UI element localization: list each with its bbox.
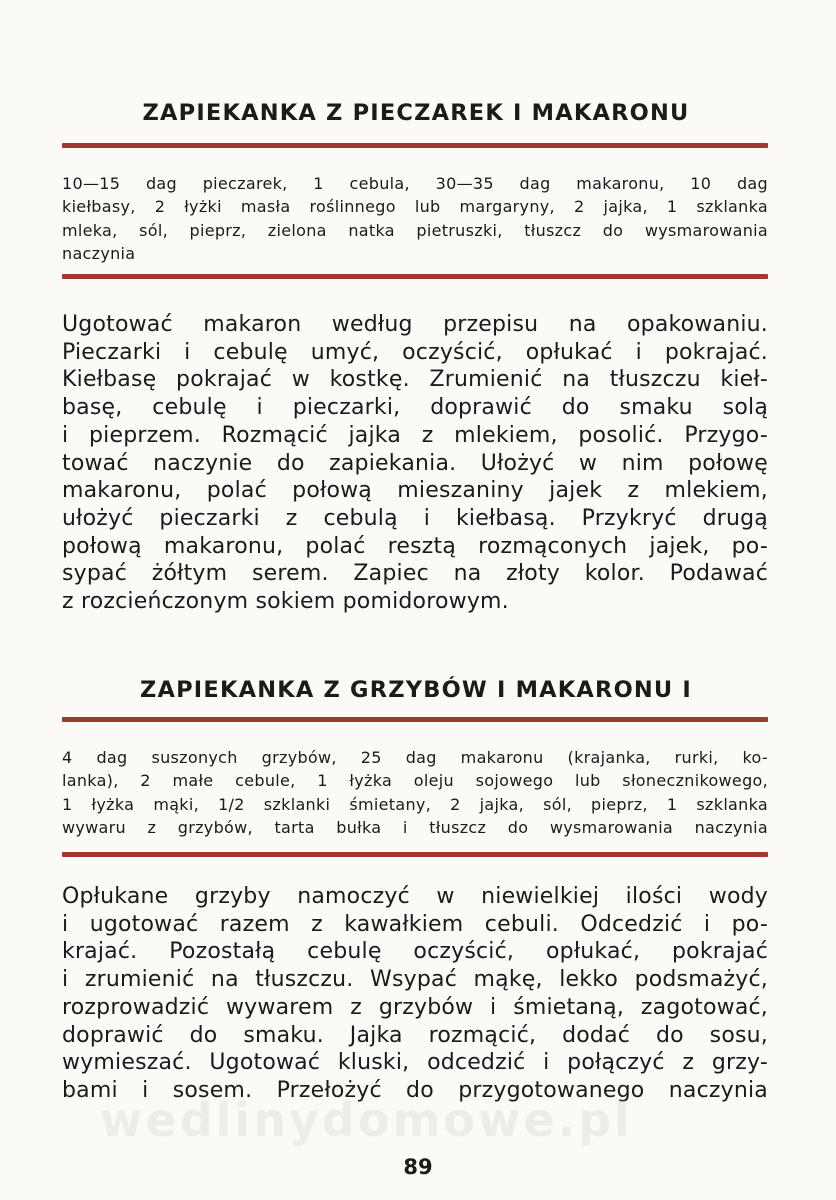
instructions-text	[62, 883, 768, 1105]
ingredients-line: lanka), 2 małe cebule, 1 łyżka oleju sojowego lub słonecznikowego,	[62, 771, 768, 791]
instructions-line: makaronu, polać połową mieszaniny jajek z mlekiem,	[62, 478, 768, 504]
watermark: wedlinydomowe.pl	[100, 1093, 633, 1147]
instructions-line: połową makaronu, polać resztą rozmąconych jajek, po-	[62, 533, 768, 559]
instructions-line: ułożyć pieczarki z cebulą i kiełbasą. Przykryć drugą	[62, 505, 768, 531]
instructions-line: Kiełbasę pokrajać w kostkę. Zrumienić na tłuszczu kieł-	[62, 367, 768, 393]
ingredients-line: naczynia	[62, 244, 136, 264]
ingredients-line: 4 dag suszonych grzybów, 25 dag makaronu (krajanka, rurki, ko-	[62, 748, 768, 767]
recipe-title: ZAPIEKANKA Z PIECZAREK I MAKARONU	[142, 100, 690, 126]
instructions-line: sypać żółtym serem. Zapiec na złoty kolor. Podawać	[62, 561, 768, 587]
divider-rule	[62, 143, 768, 148]
instructions-line: basę, cebulę i pieczarki, doprawić do smaku solą	[62, 395, 768, 421]
ingredients-list	[62, 746, 768, 840]
ingredients-line: 1 łyżka mąki, 1/2 szklanki śmietany, 2 jajka, sól, pieprz, 1 szklanka	[62, 794, 768, 814]
instructions-line: i zrumienić na tłuszczu. Wsypać mąkę, lekko podsmażyć,	[62, 967, 768, 993]
ingredients-list	[62, 172, 768, 266]
divider-rule	[62, 852, 768, 857]
instructions-line: krajać. Pozostałą cebulę oczyścić, opłukać, pokrajać	[62, 939, 768, 965]
divider-rule	[62, 717, 768, 722]
instructions-line: wymieszać. Ugotować kluski, odcedzić i połączyć z grzy-	[62, 1050, 768, 1076]
recipe-title: ZAPIEKANKA Z GRZYBÓW I MAKARONU I	[139, 677, 692, 703]
ingredients-line: mleka, sól, pieprz, zielona natka pietruszki, tłuszcz do wysmarowania	[62, 220, 768, 240]
instructions-line: i ugotować razem z kawałkiem cebuli. Odcedzić i po-	[62, 911, 768, 937]
ingredients-line: 10—15 dag pieczarek, 1 cebula, 30—35 dag makaronu, 10 dag	[62, 174, 768, 193]
instructions-line: i pieprzem. Rozmącić jajka z mlekiem, posolić. Przygo-	[62, 422, 768, 448]
divider-rule	[62, 274, 768, 279]
instructions-line: doprawić do smaku. Jajka rozmącić, dodać do sosu,	[62, 1022, 768, 1048]
instructions-line: Ugotować makaron według przepisu na opakowaniu.	[62, 312, 768, 337]
ingredients-line: wywaru z grzybów, tarta bułka i tłuszcz do wysmarowania naczynia	[62, 818, 768, 838]
instructions-line: bami i sosem. Przełożyć do przygotowanego naczynia	[62, 1077, 768, 1103]
instructions-line: Pieczarki i cebulę umyć, oczyścić, opłukać i pokrajać.	[62, 339, 768, 365]
instructions-line: Opłukane grzyby namoczyć w niewielkiej ilości wody	[62, 884, 768, 909]
ingredients-line: kiełbasy, 2 łyżki masła roślinnego lub margaryny, 2 jajka, 1 szklanka	[62, 197, 768, 217]
instructions-line: z rozcieńczonym sokiem pomidorowym.	[62, 589, 509, 615]
instructions-line: tować naczynie do zapiekania. Ułożyć w nim połowę	[62, 450, 768, 476]
page-number: 89	[403, 1155, 433, 1179]
instructions-line: rozprowadzić wywarem z grzybów i śmietaną, zagotować,	[62, 994, 768, 1020]
instructions-text	[62, 311, 768, 616]
